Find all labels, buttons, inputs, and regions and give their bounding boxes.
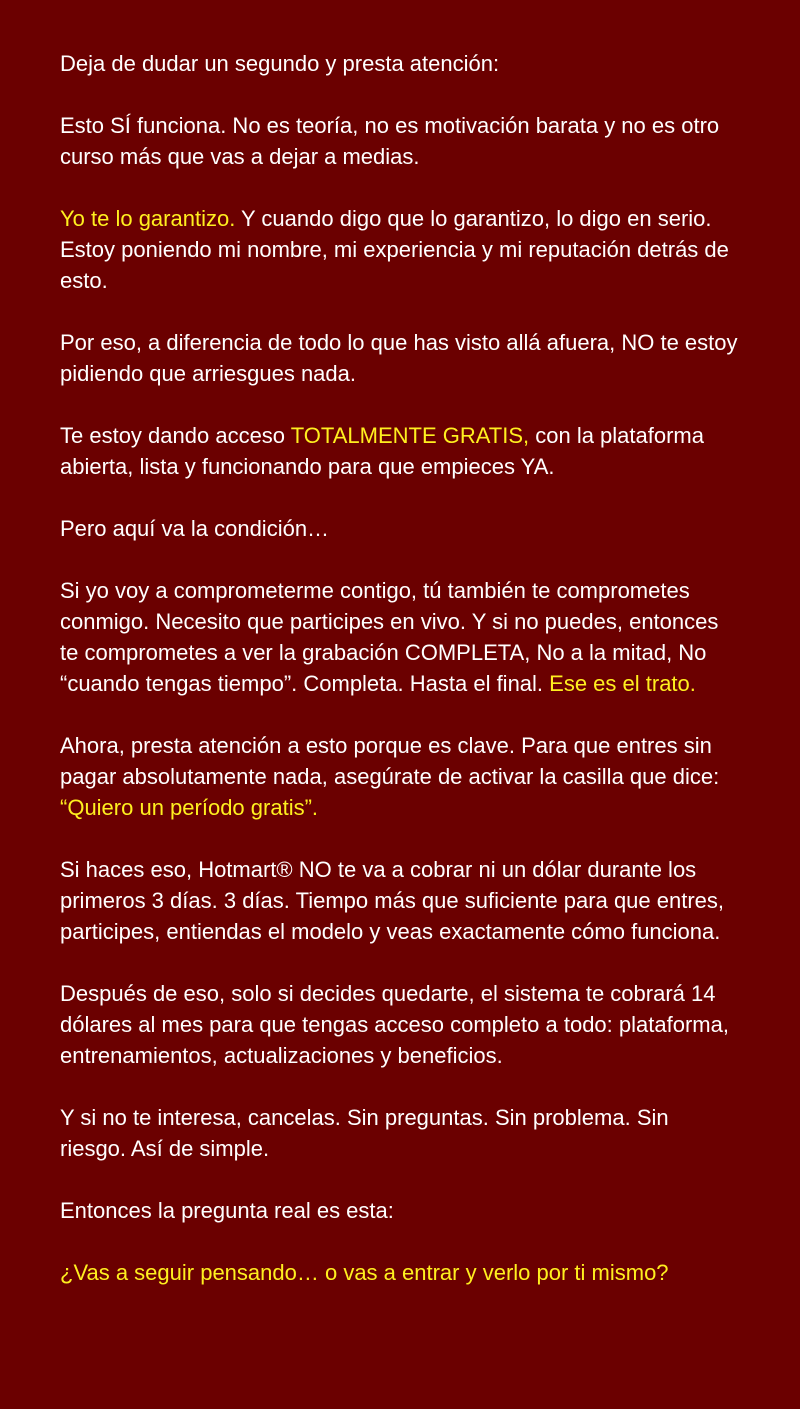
- paragraph-no-risk: [60, 327, 740, 389]
- free-access-text-after: con la plataforma abierta, lista y funcionando para que empieces YA.: [60, 423, 704, 479]
- question-lead-text: Entonces la pregunta real es esta:: [60, 1198, 394, 1223]
- paragraph-cancel: [60, 1102, 740, 1164]
- spacer: [60, 482, 740, 513]
- commitment-text: Si yo voy a comprometerme contigo, tú también te comprometes conmigo. Necesito que participes en vivo. Y si no puedes, entonces te comprometes a ver la grabación COMPLETA, No a la mitad, No “cuando tengas tiempo”. Completa. Hasta el final.: [60, 578, 719, 696]
- paragraph-question-lead: [60, 1195, 740, 1226]
- paragraph-final-question: [60, 1257, 740, 1288]
- paragraph-guarantee: [60, 203, 740, 296]
- spacer: [60, 1071, 740, 1102]
- spacer: [60, 172, 740, 203]
- paragraph-intro: [60, 48, 740, 79]
- paragraph-pricing: [60, 978, 740, 1071]
- free-access-text-before: Te estoy dando acceso: [60, 423, 291, 448]
- guarantee-text: Y cuando digo que lo garantizo, lo digo en serio. Estoy poniendo mi nombre, mi experiencia y mi reputación detrás de esto.: [60, 206, 729, 293]
- condition-text: Pero aquí va la condición…: [60, 516, 330, 541]
- spacer: [60, 823, 740, 854]
- spacer: [60, 1226, 740, 1257]
- final-question-highlight: ¿Vas a seguir pensando… o vas a entrar y verlo por ti mismo?: [60, 1260, 669, 1285]
- no-risk-text: Por eso, a diferencia de todo lo que has visto allá afuera, NO te estoy pidiendo que arriesgues nada.: [60, 330, 738, 386]
- commitment-highlight: Ese es el trato.: [549, 671, 696, 696]
- paragraph-condition: [60, 513, 740, 544]
- free-period-text: Ahora, presta atención a esto porque es clave. Para que entres sin pagar absolutamente nada, asegúrate de activar la casilla que dice:: [60, 733, 720, 789]
- intro-text: Deja de dudar un segundo y presta atención:: [60, 51, 500, 76]
- pricing-text: Después de eso, solo si decides quedarte, el sistema te cobrará 14 dólares al mes para que tengas acceso completo a todo: plataforma, entrenamientos, actualizaciones y beneficios.: [60, 981, 729, 1068]
- paragraph-free-period: [60, 730, 740, 823]
- hotmart-text: Si haces eso, Hotmart® NO te va a cobrar ni un dólar durante los primeros 3 días. 3 días. Tiempo más que suficiente para que entres, participes, entiendas el modelo y veas exactamente cómo funciona.: [60, 857, 725, 944]
- spacer: [60, 296, 740, 327]
- spacer: [60, 389, 740, 420]
- paragraph-free-access: [60, 420, 740, 482]
- paragraph-hotmart: [60, 854, 740, 947]
- spacer: [60, 1164, 740, 1195]
- spacer: [60, 699, 740, 730]
- paragraph-it-works: [60, 110, 740, 172]
- spacer: [60, 544, 740, 575]
- guarantee-highlight: Yo te lo garantizo.: [60, 206, 236, 231]
- paragraph-commitment: [60, 575, 740, 699]
- spacer: [60, 79, 740, 110]
- it-works-text: Esto SÍ funciona. No es teoría, no es motivación barata y no es otro curso más que vas a dejar a medias.: [60, 113, 720, 169]
- cancel-text: Y si no te interesa, cancelas. Sin preguntas. Sin problema. Sin riesgo. Así de simple.: [60, 1105, 669, 1161]
- free-access-highlight: TOTALMENTE GRATIS,: [290, 423, 530, 448]
- free-period-highlight: “Quiero un período gratis”.: [60, 795, 319, 820]
- spacer: [60, 947, 740, 978]
